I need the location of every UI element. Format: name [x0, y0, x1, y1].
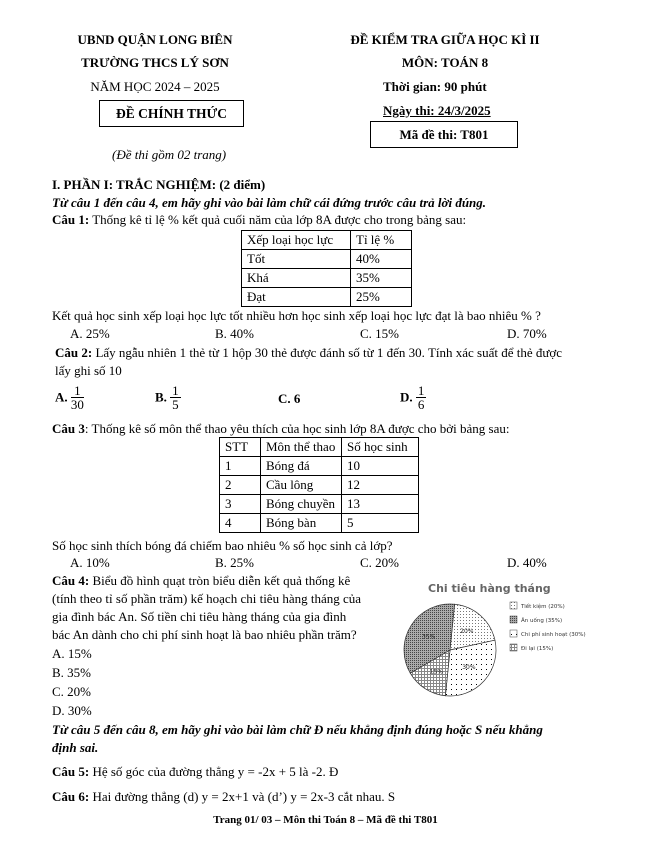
- q2-text: [55, 345, 562, 361]
- table-cell: 35%: [351, 269, 412, 288]
- q3-option-d: D. 40%: [507, 555, 547, 570]
- school-name: TRƯỜNG THCS LÝ SƠN: [81, 55, 229, 70]
- q2-option-b: [155, 384, 181, 411]
- exam-date: Ngày thi: 24/3/2025: [383, 103, 491, 118]
- q1-option-c: C. 15%: [360, 326, 399, 341]
- q2-option-a-fraction: [71, 384, 84, 411]
- table-cell: 12: [342, 476, 419, 495]
- q2-option-d-label: D.: [400, 389, 413, 405]
- q2-label: Câu 2:: [55, 345, 93, 360]
- q3-header-count: Số học sinh: [342, 438, 419, 457]
- q2-option-a: [55, 384, 84, 411]
- q2-option-d: [400, 384, 426, 411]
- pie-chart: [400, 578, 600, 708]
- q2-option-d-fraction: [416, 384, 427, 411]
- table-cell: 1: [220, 457, 261, 476]
- q4-label: Câu 4:: [52, 573, 90, 588]
- table-row: [242, 231, 412, 250]
- q4-option-a: A. 15%: [52, 646, 92, 661]
- fraction-numerator: 1: [172, 383, 179, 398]
- q4-body: Biểu đồ hình quạt tròn biểu diễn kết quả thống kê: [89, 573, 351, 588]
- q1-header-rank: Xếp loại học lực: [242, 231, 351, 250]
- table-cell: 25%: [351, 288, 412, 307]
- q5-text: [52, 764, 338, 780]
- q3-table: [219, 437, 419, 533]
- q3-option-a: A. 10%: [70, 555, 110, 570]
- pie-slice-label: 30%: [462, 663, 476, 671]
- q3-label: Câu 3: [52, 421, 85, 436]
- q3-body: : Thống kê số môn thể thao yêu thích của học sinh lớp 8A được cho bởi bảng sau:: [84, 421, 510, 436]
- table-cell: 40%: [351, 250, 412, 269]
- q1-header-pct: Tỉ lệ %: [351, 231, 412, 250]
- tf-instruction-line1: Từ câu 5 đến câu 8, em hãy ghi vào bài làm chữ Đ nếu khẳng định đúng hoặc S nếu khẳng: [52, 722, 543, 737]
- legend-swatch: [510, 644, 517, 651]
- table-cell: Khá: [242, 269, 351, 288]
- q2-option-c: [278, 391, 300, 407]
- fraction-numerator: 1: [71, 384, 84, 398]
- pie-slice-label: 35%: [422, 633, 436, 641]
- q2-body: Lấy ngẫu nhiên 1 thẻ từ 1 hộp 30 thẻ được đánh số từ 1 đến 30. Tính xác suất để thẻ được: [92, 345, 563, 360]
- table-row: [220, 495, 419, 514]
- q6-text: [52, 789, 395, 805]
- duration: Thời gian: 90 phút: [383, 79, 487, 94]
- legend-swatch: [510, 602, 517, 609]
- q4-option-c: C. 20%: [52, 684, 91, 699]
- table-row: [242, 250, 412, 269]
- legend-swatch: [510, 616, 517, 623]
- table-cell: Cầu lông: [261, 476, 342, 495]
- legend-label: Ăn uống (35%): [521, 618, 563, 624]
- q4-option-b: B. 35%: [52, 665, 91, 680]
- table-cell: Bóng chuyền: [261, 495, 342, 514]
- table-row: [220, 438, 419, 457]
- subject: MÔN: TOÁN 8: [401, 55, 489, 70]
- official-label: ĐỀ CHÍNH THỨC: [115, 106, 227, 121]
- q1-table: [241, 230, 412, 307]
- q3-option-b: B. 25%: [215, 555, 254, 570]
- q3-text: [52, 421, 509, 437]
- q6-label: Câu 6:: [52, 789, 90, 804]
- table-row: [242, 269, 412, 288]
- table-cell: 10: [342, 457, 419, 476]
- exam-code: Mã đề thi: T801: [399, 127, 489, 142]
- q1-option-a: A. 25%: [70, 326, 110, 341]
- fraction-denominator: 6: [417, 397, 425, 412]
- tf-instruction-line2: định sai.: [52, 740, 99, 755]
- school-district: UBND QUẬN LONG BIÊN: [77, 32, 233, 47]
- q5-label: Câu 5:: [52, 764, 90, 779]
- q3-header-stt: STT: [220, 438, 261, 457]
- q1-body: Thống kê tỉ lệ % kết quả cuối năm của lớp 8A được cho trong bảng sau:: [89, 212, 467, 227]
- table-row: [220, 457, 419, 476]
- q2-option-c-text: C. 6: [278, 391, 301, 406]
- q1-question: Kết quả học sinh xếp loại học lực tốt nhiều hơn học sinh xếp loại học lực đạt là bao nhiêu % ?: [52, 308, 541, 323]
- chart-title: Chi tiêu hàng tháng: [428, 582, 551, 595]
- table-cell: Bóng đá: [261, 457, 342, 476]
- table-cell: Tốt: [242, 250, 351, 269]
- pie-slice-label: 20%: [460, 628, 474, 636]
- pages-note: (Đề thi gồm 02 trang): [112, 147, 227, 162]
- table-row: [242, 288, 412, 307]
- table-cell: Bóng bàn: [261, 514, 342, 533]
- q2-text-line2: lấy ghi số 10: [55, 363, 122, 378]
- legend-label: Đi lại (15%): [521, 646, 554, 652]
- pie-slices: [404, 604, 496, 696]
- q2-option-b-label: B.: [155, 389, 167, 405]
- q6-body: Hai đường thẳng (d) y = 2x+1 và (d’) y = 2x-3 cắt nhau. S: [89, 789, 396, 804]
- legend-label: Chi phí sinh hoạt (30%): [521, 632, 586, 638]
- q4-text-line3: gia đình bác An. Số tiền chi tiêu hàng tháng của gia đình: [52, 609, 347, 624]
- q3-option-c: C. 20%: [360, 555, 399, 570]
- q4-text-line2: (tính theo tỉ số phần trăm) kế hoạch chi tiêu hàng tháng của: [52, 591, 362, 606]
- page-footer: Trang 01/ 03 – Môn thi Toán 8 – Mã đề thi T801: [213, 814, 438, 826]
- table-cell: 5: [342, 514, 419, 533]
- q2-option-a-label: A.: [55, 389, 68, 405]
- q4-option-d: D. 30%: [52, 703, 92, 718]
- table-cell: 4: [220, 514, 261, 533]
- part1-instruction: Từ câu 1 đến câu 4, em hãy ghi vào bài làm chữ cái đứng trước câu trả lời đúng.: [52, 195, 487, 210]
- exam-code-box: [370, 121, 518, 148]
- table-row: [220, 514, 419, 533]
- fraction-numerator: 1: [417, 383, 425, 398]
- fraction-denominator: 30: [70, 397, 84, 412]
- q4-text-line1: [52, 573, 350, 589]
- q4-text-line4: bác An dành cho chi phí sinh hoạt là bao nhiêu phần trăm?: [52, 627, 357, 642]
- table-row: [220, 476, 419, 495]
- table-cell: 3: [220, 495, 261, 514]
- table-cell: 2: [220, 476, 261, 495]
- table-cell: Đạt: [242, 288, 351, 307]
- legend-label: Tiết kiệm (20%): [521, 604, 565, 610]
- school-year: NĂM HỌC 2024 – 2025: [90, 79, 220, 94]
- q3-header-sport: Môn thể thao: [261, 438, 342, 457]
- q2-option-b-fraction: [170, 384, 181, 411]
- q1-option-d: D. 70%: [507, 326, 547, 341]
- q1-text: [52, 212, 466, 228]
- exam-title: ĐỀ KIỂM TRA GIỮA HỌC KÌ II: [350, 32, 540, 47]
- q3-question: Số học sinh thích bóng đá chiếm bao nhiêu % số học sinh cả lớp?: [52, 538, 393, 553]
- legend-swatch: [510, 630, 517, 637]
- q1-label: Câu 1:: [52, 212, 90, 227]
- fraction-denominator: 5: [172, 397, 179, 412]
- table-cell: 13: [342, 495, 419, 514]
- pie-slice-label: 15%: [429, 668, 443, 676]
- q1-option-b: B. 40%: [215, 326, 254, 341]
- part1-title: I. PHẦN I: TRẮC NGHIỆM: (2 điểm): [52, 177, 266, 192]
- q5-body: Hệ số góc của đường thẳng y = -2x + 5 là -2. Đ: [89, 764, 339, 779]
- official-box: [99, 100, 244, 127]
